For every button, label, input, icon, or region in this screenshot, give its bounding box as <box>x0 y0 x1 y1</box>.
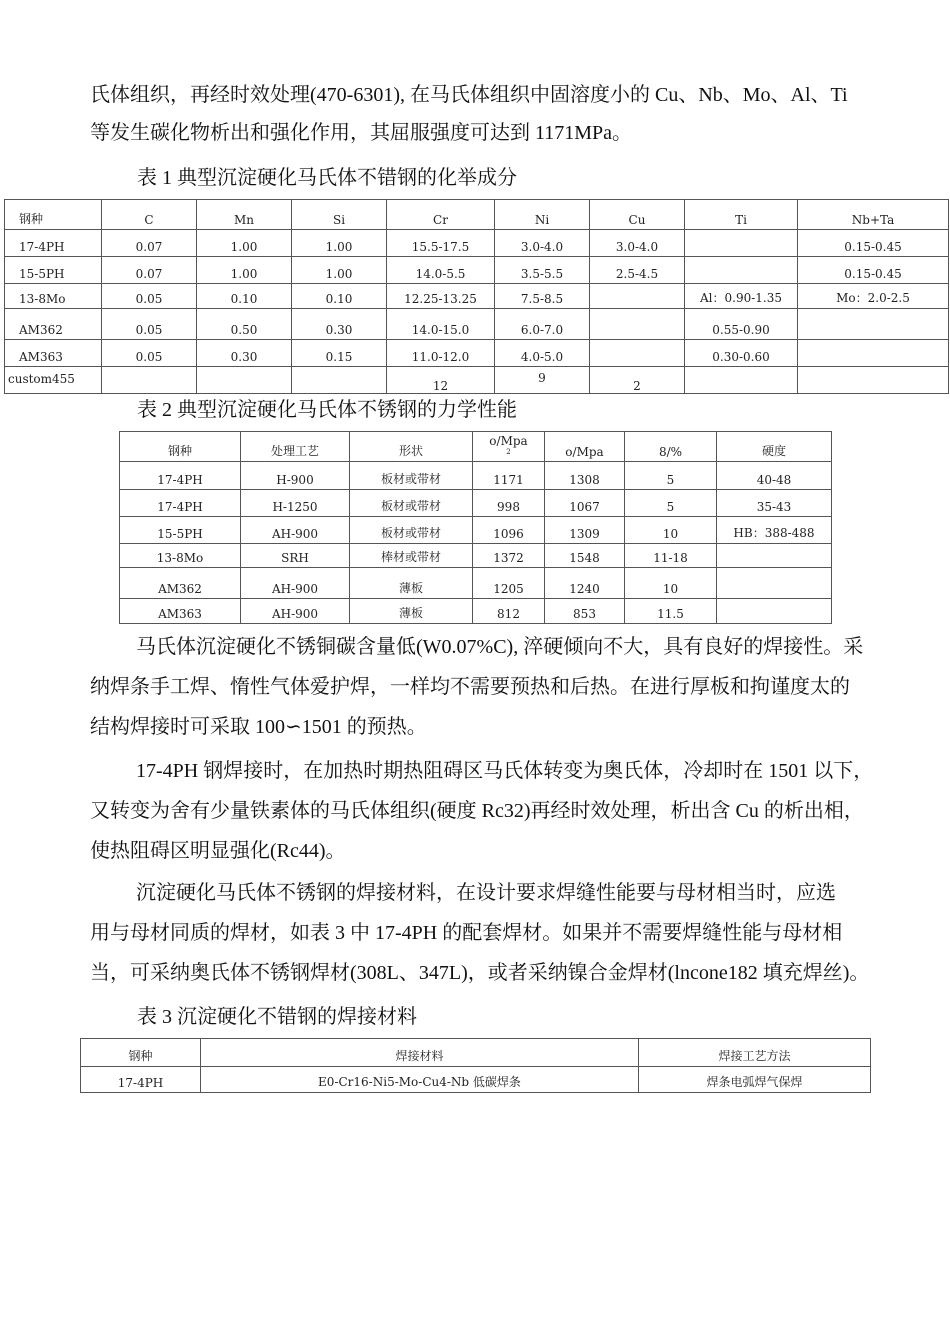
table-row <box>120 490 832 517</box>
table-cell: AH-900 <box>241 599 350 624</box>
table-cell: 812 <box>473 599 545 624</box>
table-cell <box>685 230 798 257</box>
table3-welding-materials <box>80 1038 871 1093</box>
table-cell: AM363 <box>5 340 102 367</box>
table-cell: 0.05 <box>102 309 197 340</box>
paragraph-line: 用与母材同质的焊材，如表 3 中 17-4PH 的配套焊材。如果并不需要焊缝性能与母材相 <box>90 922 843 944</box>
table-cell: 17-4PH <box>81 1067 201 1093</box>
table-cell: 0.30 <box>197 340 292 367</box>
table-row <box>5 257 949 284</box>
table-cell: 7.5-8.5 <box>495 284 590 309</box>
table-cell <box>590 284 685 309</box>
table-row <box>81 1067 871 1093</box>
table-cell: 0.15 <box>292 340 387 367</box>
table-cell: 板材或带材 <box>350 517 473 544</box>
table2-mechanical-properties <box>119 431 832 624</box>
table-row <box>5 284 949 309</box>
table2-header-cell: 钢种 <box>120 432 241 462</box>
table-cell: 薄板 <box>350 599 473 624</box>
table-cell: 0.10 <box>197 284 292 309</box>
table-cell: 板材或带材 <box>350 462 473 490</box>
table-cell: 1.00 <box>197 230 292 257</box>
table3-header-cell: 钢种 <box>81 1039 201 1067</box>
paragraph-line: 等发生碳化物析出和强化作用，其屈服强度可达到 1171MPa。 <box>90 122 633 144</box>
table-cell: 14.0-5.5 <box>387 257 495 284</box>
table1-header-cell: Mn <box>197 200 292 230</box>
paragraph-line: 17-4PH 钢焊接时，在加热时期热阻碍区马氏体转变为奥氏体，冷却时在 1501 以下， <box>136 760 874 782</box>
table-cell: 17-4PH <box>120 490 241 517</box>
table-cell: 6.0-7.0 <box>495 309 590 340</box>
table-cell: 1.00 <box>292 230 387 257</box>
paragraph-line: 沉淀硬化马氏体不锈钢的焊接材料，在设计要求焊缝性能要与母材相当时，应选 <box>136 882 836 904</box>
table-cell: 0.05 <box>102 284 197 309</box>
table-cell: Al：0.90-1.35 <box>685 284 798 309</box>
table-cell: 1240 <box>545 568 625 599</box>
table-cell: HB：388-488 <box>717 517 832 544</box>
table-cell: 1096 <box>473 517 545 544</box>
table-cell <box>685 257 798 284</box>
table-cell: 12 <box>387 367 495 394</box>
table-cell: 0.15-0.45 <box>798 257 949 284</box>
table-cell: 1.00 <box>292 257 387 284</box>
table-row <box>5 367 949 394</box>
paragraph-line: 马氏体沉淀硬化不锈铜碳含量低(W0.07%C), 淬硬倾向不大，具有良好的焊接性。采 <box>136 636 864 658</box>
table-cell: 棒材或带材 <box>350 544 473 568</box>
paragraph-line: 当，可采纳奥氏体不锈钢焊材(308L、347L)，或者采纳镍合金焊材(lncone182 填充焊丝)。 <box>90 962 870 984</box>
table-cell: 0.07 <box>102 230 197 257</box>
table-cell: 853 <box>545 599 625 624</box>
table-row <box>120 517 832 544</box>
table-cell <box>102 367 197 394</box>
table2-header-cell: 硬度 <box>717 432 832 462</box>
table-cell: 2 <box>590 367 685 394</box>
table-cell: 17-4PH <box>5 230 102 257</box>
table1-caption: 表 1 典型沉淀硬化马氏体不错钢的化举成分 <box>137 167 517 189</box>
table2-header-cell: 形状 <box>350 432 473 462</box>
table-cell: 15.5-17.5 <box>387 230 495 257</box>
paragraph-line: 氏体组织，再经时效处理(470-6301), 在马氏体组织中固溶度小的 Cu、Nb、Mo、Al、Ti <box>90 84 848 106</box>
table-cell: AM362 <box>120 568 241 599</box>
table-cell: 1309 <box>545 517 625 544</box>
table-cell: 9 <box>495 367 590 394</box>
table1-header-cell: C <box>102 200 197 230</box>
table-cell: 15-5PH <box>120 517 241 544</box>
table-cell: 14.0-15.0 <box>387 309 495 340</box>
table2-header-cell: 8/% <box>625 432 717 462</box>
paragraph-line: 结构焊接时可采取 100∽1501 的预热。 <box>90 716 427 738</box>
table-cell: 11.5 <box>625 599 717 624</box>
table-cell: 1.00 <box>197 257 292 284</box>
table-cell <box>590 309 685 340</box>
table-row <box>5 340 949 367</box>
table-cell: 0.10 <box>292 284 387 309</box>
table-cell <box>717 568 832 599</box>
table-cell: 11-18 <box>625 544 717 568</box>
table-cell: H-1250 <box>241 490 350 517</box>
table1-chemical-composition <box>4 199 949 394</box>
table1-header-cell: Ni <box>495 200 590 230</box>
table1-header-cell: Cr <box>387 200 495 230</box>
table-cell: 3.0-4.0 <box>590 230 685 257</box>
table-cell: 0.15-0.45 <box>798 230 949 257</box>
table1-header-cell: Nb+Ta <box>798 200 949 230</box>
table-row <box>5 230 949 257</box>
table-cell <box>798 367 949 394</box>
table-row <box>5 309 949 340</box>
table-cell: AM363 <box>120 599 241 624</box>
table-cell: 薄板 <box>350 568 473 599</box>
table-cell: 5 <box>625 462 717 490</box>
table-cell: 2.5-4.5 <box>590 257 685 284</box>
table-cell <box>798 309 949 340</box>
table3-header-cell: 焊接工艺方法 <box>639 1039 871 1067</box>
table2-header-row <box>120 432 832 462</box>
table-cell: 40-48 <box>717 462 832 490</box>
table3-header-cell: 焊接材料 <box>201 1039 639 1067</box>
table-cell: 10 <box>625 568 717 599</box>
table-cell: H-900 <box>241 462 350 490</box>
table-cell <box>590 340 685 367</box>
table1-header-row <box>5 200 949 230</box>
table-cell: 0.07 <box>102 257 197 284</box>
table3-header-row <box>81 1039 871 1067</box>
table-cell <box>717 544 832 568</box>
table1-header-cell: Si <box>292 200 387 230</box>
table-cell: 12.25-13.25 <box>387 284 495 309</box>
yield-strength-header: o/Mpa <box>489 434 528 448</box>
table-cell: AM362 <box>5 309 102 340</box>
table-cell: 15-5PH <box>5 257 102 284</box>
table-cell: 0.55-0.90 <box>685 309 798 340</box>
table-cell: 13-8Mo <box>120 544 241 568</box>
table1-header-cell: Cu <box>590 200 685 230</box>
table-cell: 1308 <box>545 462 625 490</box>
table2-header-cell <box>473 432 545 462</box>
table3-caption: 表 3 沉淀硬化不错钢的焊接材料 <box>137 1006 417 1028</box>
table-cell: 13-8Mo <box>5 284 102 309</box>
table-cell: 1067 <box>545 490 625 517</box>
paragraph-line: 使热阻碍区明显强化(Rc44)。 <box>90 840 346 862</box>
table-row <box>120 599 832 624</box>
table-cell <box>197 367 292 394</box>
table-cell: 0.05 <box>102 340 197 367</box>
table1-header-cell: Ti <box>685 200 798 230</box>
table-cell: 17-4PH <box>120 462 241 490</box>
table-cell: 1372 <box>473 544 545 568</box>
table2-header-cell: 处理工艺 <box>241 432 350 462</box>
table-row <box>120 568 832 599</box>
table-cell: 5 <box>625 490 717 517</box>
table-row <box>120 462 832 490</box>
table-cell: 0.50 <box>197 309 292 340</box>
table-cell: 1171 <box>473 462 545 490</box>
table-cell: 3.0-4.0 <box>495 230 590 257</box>
header-subscript: 2 <box>506 448 511 456</box>
table1-header-cell: 钢种 <box>5 200 102 230</box>
table-cell: 3.5-5.5 <box>495 257 590 284</box>
table-cell: E0-Cr16-Ni5-Mo-Cu4-Nb 低碳焊条 <box>201 1067 639 1093</box>
table-cell: AH-900 <box>241 568 350 599</box>
table-cell: 4.0-5.0 <box>495 340 590 367</box>
table-cell <box>292 367 387 394</box>
table-cell: 板材或带材 <box>350 490 473 517</box>
table-cell: 1548 <box>545 544 625 568</box>
table-cell: custom455 <box>5 367 102 394</box>
table-cell: 998 <box>473 490 545 517</box>
table-cell: 1205 <box>473 568 545 599</box>
table-cell: 焊条电弧焊气保焊 <box>639 1067 871 1093</box>
table-cell: 11.0-12.0 <box>387 340 495 367</box>
table-cell: 35-43 <box>717 490 832 517</box>
table-cell <box>798 340 949 367</box>
table-cell: 0.30 <box>292 309 387 340</box>
paragraph-line: 纳焊条手工焊、惰性气体爱护焊，一样均不需要预热和后热。在进行厚板和拘谨度太的 <box>90 676 850 698</box>
table2-caption: 表 2 典型沉淀硬化马氏体不锈钢的力学性能 <box>137 399 517 421</box>
table-cell: AH-900 <box>241 517 350 544</box>
table-cell: 0.30-0.60 <box>685 340 798 367</box>
table-cell <box>717 599 832 624</box>
table-cell: SRH <box>241 544 350 568</box>
table-row <box>120 544 832 568</box>
paragraph-line: 又转变为舍有少量铁素体的马氏体组织(硬度 Rc32)再经时效处理，析出含 Cu 的析出相， <box>90 800 864 822</box>
table-cell: 10 <box>625 517 717 544</box>
table-cell: Mo：2.0-2.5 <box>798 284 949 309</box>
table2-header-cell: o/Mpa <box>545 432 625 462</box>
table-cell <box>685 367 798 394</box>
